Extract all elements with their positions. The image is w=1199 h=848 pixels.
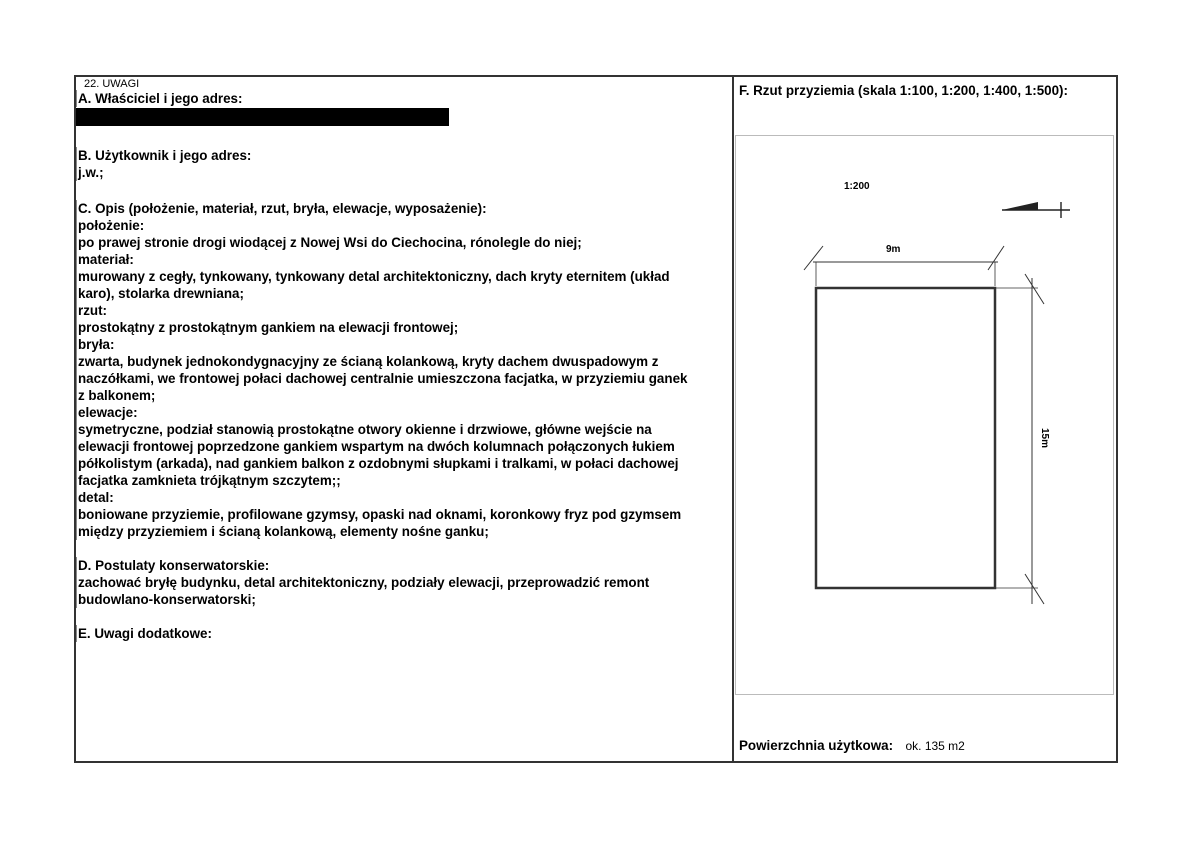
scale-label: 1:200 [844, 181, 870, 192]
width-dimension [804, 244, 1004, 286]
remarks-text [76, 90, 731, 642]
remarks-line: budowlano-konserwatorski; [76, 591, 731, 608]
remarks-line: B. Użytkownik i jego adres: [76, 147, 731, 164]
remarks-column [76, 78, 731, 642]
remarks-line: A. Właściciel i jego adres: [76, 90, 731, 107]
redacted-owner-address [76, 108, 449, 126]
remarks-line: po prawej stronie drogi wiodącej z Nowej Wsi do Ciechocina, rónolegle do niej; [76, 234, 731, 251]
remarks-line: karo), stolarka drewniana; [76, 285, 731, 302]
remarks-line: zwarta, budynek jednokondygnacyjny ze ścianą kolankową, kryty dachem dwuspadowym z [76, 353, 731, 370]
remarks-line: materiał: [76, 251, 731, 268]
remarks-line: naczółkami, we frontowej połaci dachowej centralnie umieszczona facjatka, w przyziemiu ganek [76, 370, 731, 387]
remarks-line: D. Postulaty konserwatorskie: [76, 557, 731, 574]
column-divider [732, 75, 734, 763]
remarks-line: półkolistym (arkada), nad gankiem balkon z ozdobnymi słupkami i tralkami, w połaci dachowej [76, 455, 731, 472]
remarks-line: prostokątny z prostokątnym gankiem na elewacji frontowej; [76, 319, 731, 336]
length-dimension [995, 274, 1050, 604]
north-arrow-icon [1002, 202, 1070, 218]
floor-plan-title: F. Rzut przyziemia (skala 1:100, 1:200, 1:400, 1:500): [739, 83, 1068, 98]
remarks-line: detal: [76, 489, 731, 506]
remarks-line: elewacje: [76, 404, 731, 421]
floor-plan-svg [736, 136, 1113, 694]
remarks-line: rzut: [76, 302, 731, 319]
remarks-line: symetryczne, podział stanowią prostokątne otwory okienne i drzwiowe, główne wejście na [76, 421, 731, 438]
remarks-line: z balkonem; [76, 387, 731, 404]
remarks-line: C. Opis (położenie, materiał, rzut, bryła, elewacje, wyposażenie): [76, 200, 731, 217]
remarks-line: E. Uwagi dodatkowe: [76, 625, 731, 642]
remarks-line: zachować bryłę budynku, detal architektoniczny, podziały elewacji, przeprowadzić remont [76, 574, 731, 591]
remarks-line: murowany z cegły, tynkowany, tynkowany detal architektoniczny, dach kryty eternitem (układ [76, 268, 731, 285]
width-label: 9m [886, 244, 901, 255]
remarks-line: facjatka zamknieta trójkątnym szczytem;; [76, 472, 731, 489]
floor-plan-drawing-area [735, 135, 1114, 695]
building-outline [816, 288, 995, 588]
remarks-line: boniowane przyziemie, profilowane gzymsy, opaski nad oknami, koronkowy fryz pod gzymsem [76, 506, 731, 523]
usable-area-label: Powierzchnia użytkowa: [739, 738, 894, 753]
usable-area-value: ok. 135 m2 [905, 739, 965, 753]
section-number: 22. UWAGI [84, 78, 140, 90]
remarks-line: elewacji frontowej poprzedzone gankiem wspartym na dwóch kolumnach połączonych łukiem [76, 438, 731, 455]
remarks-line: położenie: [76, 217, 731, 234]
length-label: 15m [1039, 428, 1050, 449]
remarks-line: bryła: [76, 336, 731, 353]
remarks-line: j.w.; [76, 164, 731, 181]
remarks-line: między przyziemiem i ścianą kolankową, elementy nośne ganku; [76, 523, 731, 540]
usable-area-row [739, 737, 965, 755]
